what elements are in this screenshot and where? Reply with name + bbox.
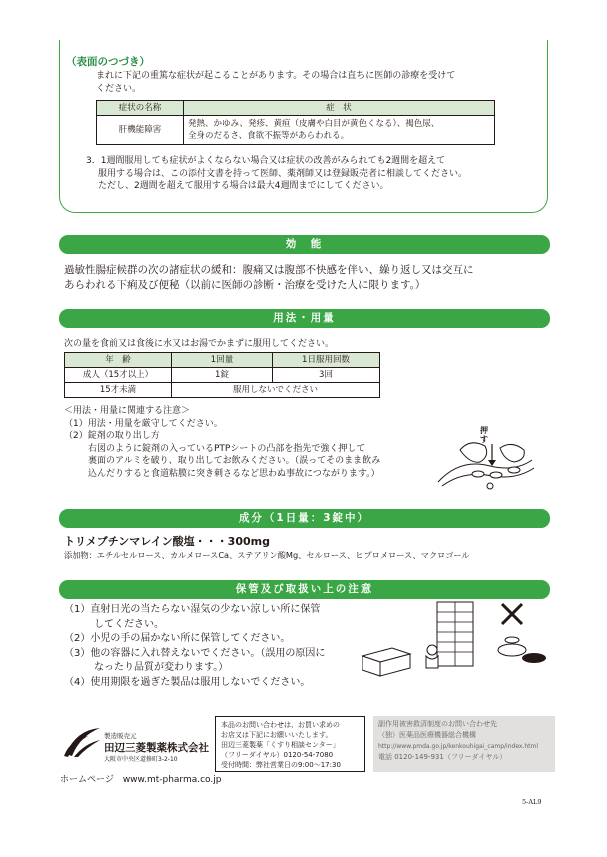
company-address: 大阪市中央区道修町3-2-10 bbox=[104, 756, 178, 763]
dosage-notes: ＜用法・用量に関連する注意＞ （1）用法・用量を厳守してください。 （2）錠剤の取り出し方 右図のように錠剤の入っているPTPシートの凸部を指先で強く押して 裏面のアルミを破り、取り出してお飲みください。（誤ってそのまま飲み 込んだりすると食道粘膜に突き刺さるなど思わぬ事故につながります。） bbox=[64, 406, 381, 479]
dosage-table: 年 齢 1回量 1日服用回数 成人（15才以上） 1錠 3回 15才未満 服用しないでください bbox=[64, 352, 380, 398]
relief-system-box: 副作用被害救済制度のお問い合わせ先 （独）医薬品医療機器総合機構 http://www.pmda.go.jp/kenkouhigai_camp/index.html 電話 0120-149-931（フリーダイヤル） bbox=[373, 716, 555, 772]
maker-label: 製造販売元 bbox=[104, 732, 137, 740]
continuation-title: （表面のつづき） bbox=[66, 56, 150, 68]
dosage-intro: 次の量を食前又は食後に水又はお湯でかまずに服用してください。 bbox=[64, 339, 335, 349]
symptom-name: 肝機能障害 bbox=[97, 116, 184, 145]
serious-intro: まれに下記の重篤な症状が起こることがあります。その場合は直ちに医師の診療を受けて ください。 bbox=[96, 71, 456, 94]
contact-box: 本品のお問い合わせは、お買い求めの お店又は下記にお願いいたします。 田辺三菱製薬「くすり相談センター」 （フリーダイヤル）0120-54-7080 受付時間：弊社営業日の9:00〜17:30 bbox=[215, 716, 365, 772]
additives: 添加物：エチルセルロース、カルメロースCa、ステアリン酸Mg、セルロース、ヒプロメロース、マクロゴール bbox=[64, 550, 470, 560]
homepage: ホームページ www.mt-pharma.co.jp bbox=[60, 775, 222, 785]
page-code: 5-AL9 bbox=[522, 798, 542, 806]
active-ingredient: トリメブチンマレイン酸塩・・・300mg bbox=[64, 535, 270, 548]
table-row: 15才未満 服用しないでください bbox=[65, 383, 380, 398]
item3-text: 3．1週間服用しても症状がよくならない場合又は症状の改善がみられても2週間を超えて 服用する場合は、この添付文書を持って医師、薬剤師又は登録販売者に相談してください。 ただし、2週間を超えて服用する場合は最大4週間までにしてください。 bbox=[86, 156, 468, 191]
storage-heading: 保管及び取扱い上の注意 bbox=[59, 580, 550, 599]
serious-symptom-table: 症状の名称 症 状 肝機能障害 発熱、かゆみ、発疹、黄疸（皮膚や白目が黄色くなる）、褐色尿、 全身のだるさ、食欲不振等があらわれる。 bbox=[96, 100, 495, 145]
company-logo bbox=[62, 726, 102, 758]
company-name: 田辺三菱製薬株式会社 bbox=[104, 742, 209, 754]
ingredients-heading: 成分（1日量：3錠中） bbox=[59, 509, 550, 528]
dosage-heading: 用法・用量 bbox=[59, 309, 550, 328]
push-label: 押す bbox=[480, 426, 488, 444]
efficacy-heading: 効 能 bbox=[59, 235, 550, 254]
table-row: 成人（15才以上） 1錠 3回 bbox=[65, 368, 380, 383]
symptom-description: 発熱、かゆみ、発疹、黄疸（皮膚や白目が黄色くなる）、褐色尿、 全身のだるさ、食欲不振等があらわれる。 bbox=[184, 116, 495, 145]
efficacy-text: 過敏性腸症候群の次の諸症状の緩和：腹痛又は腹部不快感を伴い、繰り返し又は交互に あらわれる下痢及び便秘（以前に医師の診断・治療を受けた人に限ります。） bbox=[64, 264, 474, 291]
storage-list: （1）直射日光の当たらない湿気の少ない涼しい所に保管 してください。 （2）小児の手の届かない所に保管してください。 （3）他の容器に入れ替えないでください。（誤用の原因に なったり品質が変わります。） （4）使用期限を過ぎた製品は服用しないでください。 bbox=[64, 604, 326, 688]
storage-illustration bbox=[362, 598, 552, 678]
